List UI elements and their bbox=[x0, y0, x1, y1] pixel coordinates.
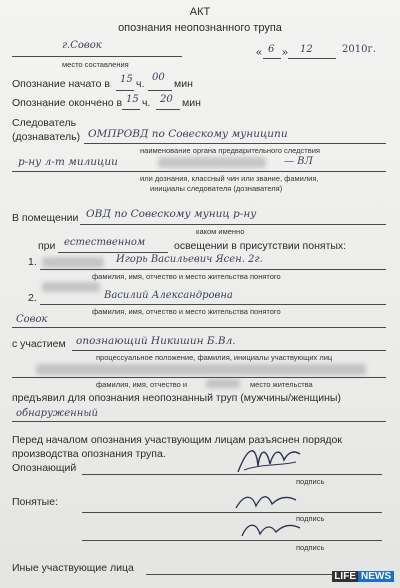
participants-detail-line bbox=[12, 377, 386, 378]
date-year: 2010г. bbox=[342, 44, 376, 55]
investigator-rank-value: р-ну л-т милиции bbox=[18, 156, 118, 168]
place-value: г.Совок bbox=[62, 40, 102, 51]
participants-caption-2a: фамилия, имя, отчество и bbox=[96, 380, 188, 389]
document-title: АКТ bbox=[189, 6, 211, 18]
date-day: 6 bbox=[268, 44, 275, 55]
presented-value: обнаруженный bbox=[16, 408, 98, 419]
participants-value: опознающий Никишин Б.Вл. bbox=[76, 335, 236, 347]
room-label: В помещении bbox=[12, 212, 79, 224]
investigator-organ-line bbox=[84, 143, 386, 144]
explanation-line-1: Перед началом опознания участвующим лицам разъяснен порядок bbox=[12, 434, 342, 446]
investigator-label-1: Следователь bbox=[12, 117, 77, 129]
witness-1-line bbox=[40, 269, 386, 270]
others-label: Иные участвующие лица bbox=[12, 562, 134, 574]
logo-part-1: LIFE bbox=[334, 571, 356, 582]
investigator-organ-caption: наименование органа предварительного следствия bbox=[140, 146, 320, 155]
witness-2-number: 2. bbox=[28, 292, 37, 304]
witness-2-value: Василий Александровна bbox=[104, 290, 233, 301]
witness-2-place: Совок bbox=[16, 314, 48, 325]
end-hours-line bbox=[122, 109, 140, 110]
lighting-line bbox=[58, 252, 168, 253]
presented-line bbox=[12, 421, 386, 422]
redacted-participants-address bbox=[206, 379, 240, 388]
room-caption: каком именно bbox=[196, 227, 245, 236]
explanation-line-2: производства опознания трупа. bbox=[12, 448, 166, 460]
end-minutes: 20 bbox=[160, 94, 173, 105]
date-quote-close: » bbox=[282, 46, 288, 58]
start-minute-suffix: мин bbox=[174, 78, 193, 90]
end-minutes-line bbox=[156, 109, 180, 110]
witnesses-line-1 bbox=[82, 512, 382, 513]
place-line bbox=[12, 56, 182, 57]
start-label: Опознание начато в bbox=[12, 78, 110, 90]
identifier-podpis: подпись bbox=[296, 477, 325, 486]
start-hours-line bbox=[116, 90, 134, 91]
witnesses-line-2 bbox=[82, 540, 382, 541]
witness-2-podpis: подпись bbox=[296, 543, 325, 552]
investigator-caption-2b: инициалы следователя (дознавателя) bbox=[150, 184, 283, 193]
investigator-scribble: — ВЛ bbox=[284, 156, 313, 167]
investigator-caption-2a: или дознания, классный чин или звание, фамилия, bbox=[140, 174, 319, 183]
witness-1-podpis: подпись bbox=[296, 514, 325, 523]
investigator-label-2: (дознаватель) bbox=[12, 131, 81, 143]
place-caption: место составления bbox=[62, 60, 129, 69]
end-minute-suffix: мин bbox=[182, 97, 201, 109]
end-label: Опознание окончено в bbox=[12, 97, 123, 109]
participants-caption-2b: место жительства bbox=[250, 380, 313, 389]
redacted-investigator-name bbox=[158, 157, 266, 168]
end-hours: 15 bbox=[126, 94, 139, 105]
witness-2-line bbox=[40, 304, 386, 305]
redacted-participants-details bbox=[36, 364, 366, 375]
presented-text: предъявил для опознания неопознанный труп (мужчины/женщины) bbox=[12, 392, 341, 404]
start-minutes: 00 bbox=[152, 72, 165, 83]
redacted-witness-1-surname bbox=[42, 257, 104, 268]
witness-1-value: Игорь Васильевич Ясен. 2г. bbox=[116, 254, 263, 265]
identifier-label: Опознающий bbox=[12, 462, 77, 474]
lighting-prefix: при bbox=[38, 240, 56, 252]
end-hour-suffix: ч. bbox=[142, 97, 151, 109]
participants-label: с участием bbox=[12, 338, 66, 350]
redacted-witness-2-surname bbox=[42, 282, 100, 292]
investigator-rank-line bbox=[12, 171, 386, 172]
identifier-line bbox=[82, 474, 382, 475]
date-day-line bbox=[263, 58, 281, 59]
participants-caption: процессуальное положение, фамилия, инициалы участвующих лиц bbox=[96, 353, 333, 362]
witness-1-caption: фамилия, имя, отчество и место жительства понятого bbox=[92, 272, 281, 281]
document-subtitle: опознания неопознанного трупа bbox=[118, 22, 282, 34]
date-month-line bbox=[288, 58, 336, 59]
lighting-value: естественном bbox=[64, 237, 146, 248]
investigator-organ-value: ОМПРОВД по Совескому муниципи bbox=[88, 128, 288, 140]
identifier-signature bbox=[234, 440, 304, 480]
room-line bbox=[80, 224, 386, 225]
start-hour-suffix: ч. bbox=[136, 78, 145, 90]
witness-2-caption: фамилия, имя, отчество и место жительства понятого bbox=[92, 307, 281, 316]
logo-part-2: NEWS bbox=[358, 571, 394, 582]
participants-line bbox=[72, 350, 386, 351]
date-quote-open: « bbox=[256, 46, 262, 58]
lifenews-logo bbox=[332, 571, 394, 582]
date-month: 12 bbox=[300, 44, 313, 55]
lighting-suffix: освещении в присутствии понятых: bbox=[174, 240, 347, 252]
witness-1-number: 1. bbox=[28, 256, 37, 268]
start-minutes-line bbox=[148, 90, 172, 91]
witness-2-place-line bbox=[12, 327, 386, 328]
room-value: ОВД по Совескому муниц р-ну bbox=[86, 208, 257, 220]
start-hours: 15 bbox=[120, 74, 133, 85]
witnesses-label: Понятые: bbox=[12, 496, 58, 508]
